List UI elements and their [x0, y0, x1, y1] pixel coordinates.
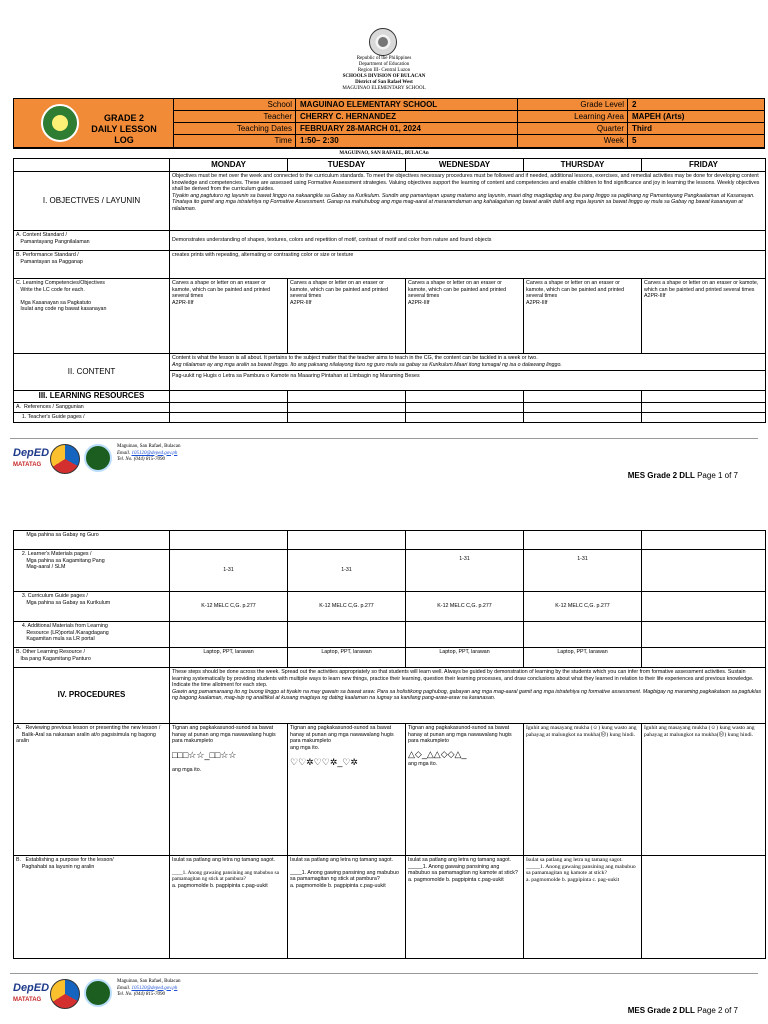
- day-corner: [14, 159, 170, 172]
- learners-material-label: [14, 550, 170, 592]
- school-address-subheader: MAGUINAO, SAN RAFAEL, BULACAn: [339, 151, 429, 156]
- row-label-fil: Mga pahina sa Gabay sa Kurikulum: [26, 599, 111, 606]
- learners-pages-tuesday: 1-31: [288, 550, 406, 592]
- day-header-monday: MONDAY: [170, 159, 288, 172]
- objectives-text-en: Objectives must be met over the week and connected to the curriculum standards. To meet the objectives necessary procedures must be followed and if needed, additional lessons, exercises, and remedial activities may be done for developing content knowledge and competencies. These are assessed using Formative Assessment strategies. Valuing objectives support the learning of content and competencies and enable children to find significance and joy in learning the lessons. Weekly objectives shall be derived from the curriculum guides.: [172, 173, 760, 193]
- page-count: Page 1 of 7: [697, 471, 738, 480]
- objectives-text-fil: Tiyakin ang pagtuturo ng layunin sa bawat linggo na nakaangkla sa Gabay sa Kurikulum. Sundin ang pamantayan upang matamo ang layunin, maari ding magdagdag ang iba pang linggo sa paglinang ng Pamantayang Pangkaalaman at Kasanayan. Tinataya ito gamit ang mga istratehiya ng Formative Assessment. Ganap na mahuhubog ang mga mag-aaral at mararamdaman ang kahalagahan ng bawat aralin dahil ang mga layunin sa bawat linggo ay mula sa Gabay ng bawat kasanayan at nilalaman.: [172, 192, 755, 212]
- letterhead-line: Department of Education: [358, 62, 410, 67]
- row-label-fil: Mga pahina sa Kagamitang Pang: [26, 557, 105, 564]
- row-label: 4. Additional Materials from Learning: [21, 623, 108, 629]
- tel-line: Tel. No. (044) 815-7090: [117, 457, 166, 462]
- row-label: Write the LC code for each.: [20, 286, 85, 293]
- objectives-text: [170, 172, 766, 231]
- page-2: [0, 510, 768, 1024]
- letterhead: [280, 56, 488, 92]
- bagong-pilipinas-icon: [50, 444, 80, 474]
- row-letter: B.: [16, 857, 22, 863]
- procedure-prompt-end: ang mga ito.: [172, 766, 202, 773]
- procedure-b-label: [14, 856, 170, 959]
- melc-monday: K-12 MELC C,G. p.277: [170, 592, 288, 622]
- content-topic: Pag-uukit ng Hugis o Letra sa Pambura o Kamote na Maaaring Pintahan at Limbagin ng Maraming Beses: [170, 370, 765, 380]
- address-line: Maguinao, San Rafael, Bulacan: [117, 444, 181, 449]
- learning-area-value: MAPEH (Arts): [632, 112, 685, 121]
- letterhead-line: SCHOOLS DIVISION OF BULACAN: [342, 74, 426, 79]
- procedures-heading: IV. PROCEDURES: [14, 668, 170, 724]
- deped-logo: DepED: [13, 447, 50, 459]
- competency-monday: [170, 279, 288, 354]
- row-label: Content Standard /: [22, 232, 67, 238]
- page-number: [628, 471, 738, 481]
- row-label: References / Sanggunian: [23, 404, 84, 410]
- other-resources-thursday: Laptop, PPT, larawan: [524, 648, 642, 668]
- row-label: 1. Teacher's Guide pages /: [21, 414, 85, 420]
- address-line: Maguinao, San Rafael, Bulacan: [117, 979, 181, 984]
- competency-text: Carves a shape or letter on an eraser or kamote, which can be painted and printed several times: [408, 280, 507, 300]
- row-label-fil: Paghahabi sa layunin ng aralin: [21, 863, 95, 870]
- other-resources-monday: Laptop, PPT, larawan: [170, 648, 288, 668]
- row-label: Performance Standard /: [22, 252, 79, 258]
- row-label-fil: Mga pahina sa Gabay ng Guro: [26, 532, 99, 538]
- melc-wednesday: K-12 MELC C,G. p.277: [406, 592, 524, 622]
- page-1: [0, 0, 768, 500]
- procedures-text: [170, 668, 766, 724]
- melc-thursday: K-12 MELC C,G. p.277: [524, 592, 642, 622]
- procedure-question: _____1. Anong gawaing pansining ang mabubuo sa pamamagitan ng kamote at stick?: [526, 863, 636, 877]
- dates-value: FEBRUARY 28-MARCH 01, 2024: [300, 124, 421, 133]
- row-label-fil: Isulat ang code ng bawat kasanayan: [20, 306, 107, 313]
- footer-address: [117, 979, 180, 999]
- teacher-label: Teacher: [263, 112, 292, 121]
- competency-thursday: [524, 279, 642, 354]
- procedure-a-thursday: Iguhit ang masayang mukha (☺) kung wasto ang pahayag at malungkot na mukha(☹) kung hindi.: [524, 724, 642, 856]
- competency-code: A2PR-IIIf: [408, 299, 430, 306]
- competency-friday: [642, 279, 766, 354]
- learners-pages-monday: 1-31: [170, 550, 288, 592]
- procedure-choices: a. pagmomolde b. pagpipinta c.pag-uukit: [290, 882, 386, 889]
- dll-table-page2: [13, 530, 766, 959]
- teachers-guide-label: [14, 413, 170, 423]
- bagong-pilipinas-icon: [50, 979, 80, 1009]
- row-label: 2. Learner's Materials pages /: [21, 551, 92, 557]
- procedure-a-friday: Iguhit ang masayang mukha (☺) kung wasto ang pahayag at malungkot na mukha(☹) kung hindi.: [642, 724, 766, 856]
- procedure-b-thursday: [524, 856, 642, 959]
- footer-address: [117, 444, 180, 464]
- procedure-prompt-end: ang mga ito.: [290, 744, 320, 751]
- grade-level-label: Grade Level: [580, 100, 624, 109]
- page-footer: [0, 438, 768, 486]
- day-header-thursday: THURSDAY: [524, 159, 642, 172]
- email-link[interactable]: 105120@deped.gov.ph: [131, 450, 178, 456]
- letterhead-line: Region III- Central Luzon: [357, 68, 411, 73]
- dates-label: Teaching Dates: [236, 124, 292, 133]
- content-heading: II. CONTENT: [14, 354, 170, 391]
- teachers-guide-label-cont: [14, 531, 170, 550]
- row-label-fil: Iba pang Kagamitang Panturo: [20, 655, 91, 662]
- day-header-tuesday: TUESDAY: [288, 159, 406, 172]
- content-text: [170, 354, 766, 391]
- matatag-logo: MATATAG: [13, 462, 42, 468]
- email-label: Email.: [117, 450, 132, 456]
- row-letter: A.: [16, 725, 22, 731]
- content-standard-label: [14, 231, 170, 251]
- doc-label: MES Grade 2 DLL: [627, 1006, 695, 1015]
- other-resources-label: [14, 648, 170, 668]
- log-title: DAILY LESSON LOG: [91, 124, 157, 145]
- other-resources-wednesday: Laptop, PPT, larawan: [406, 648, 524, 668]
- resources-heading: III. LEARNING RESOURCES: [14, 391, 170, 403]
- procedure-a-wednesday: [406, 724, 524, 856]
- row-letter: A.: [16, 232, 22, 238]
- procedure-a-tuesday: [288, 724, 406, 856]
- procedure-instruction: Isulat sa patlang ang letra ng tamang sagot.: [526, 857, 623, 863]
- matatag-logo: MATATAG: [13, 997, 42, 1003]
- row-label-fil: Kagamitan mula sa LR portal: [26, 636, 95, 643]
- procedures-text-en: These steps should be done across the week. Spread out the activities appropriately so that students will learn well. Always be guided by demonstration of learning by the students which you can infer from formative assessment activities. Sustain learning systematically by providing students with multiple ways to learn new things, practice their learning, question their learning processes, and draw conclusions about what they learned in relation to their life experiences and previous knowledge. Indicate the time allotment for each step.: [172, 669, 754, 689]
- grade-label: GRADE 2: [103, 113, 144, 123]
- competency-code: A2PR-IIIf: [644, 293, 666, 300]
- row-label: Resource (LR)portal /Karagdagang: [26, 629, 109, 636]
- letterhead-line: MAGUINAO ELEMENTARY SCHOOL: [342, 86, 426, 91]
- letterhead-line: District of San Rafael West: [355, 80, 413, 85]
- deped-logo: DepED: [13, 982, 50, 994]
- row-label-fil: Pamantayan sa Pagganap: [20, 258, 83, 265]
- procedure-a-monday: [170, 724, 288, 856]
- page-footer: [0, 973, 768, 1021]
- row-label: Reviewing previous lesson or presenting the new lesson /: [25, 725, 161, 731]
- other-resources-tuesday: Laptop, PPT, larawan: [288, 648, 406, 668]
- procedure-choices: a. pagmomolde b. pagpipinta c. pag-uukit: [526, 876, 620, 883]
- procedure-b-tuesday: [288, 856, 406, 959]
- dll-table-page1: [13, 158, 766, 423]
- doc-label: MES Grade 2 DLL: [627, 471, 695, 480]
- learners-pages-wednesday: 1-31: [406, 550, 524, 592]
- melc-tuesday: K-12 MELC C,G. p.277: [288, 592, 406, 622]
- teacher-value: CHERRY C. HERNANDEZ: [300, 112, 397, 121]
- school-seal-icon: [84, 444, 112, 472]
- procedure-question: _____1. Anong gawaing pansining ang mabubuo sa pamamagitan ng kamote at stick?: [408, 863, 518, 877]
- row-label-fil: Mag-aaral / SLM: [26, 564, 66, 571]
- page-count: Page 2 of 7: [697, 1006, 738, 1015]
- competency-wednesday: [406, 279, 524, 354]
- deped-seal-icon: [369, 28, 397, 56]
- procedure-prompt: Tignan ang pagkakasunod-sunod sa bawat hanay at punan ang mga nawawalang hugis para makumpleto: [290, 725, 394, 745]
- email-link[interactable]: 105120@deped.gov.ph: [131, 985, 178, 991]
- shape-pattern: □□□☆☆_□□☆☆: [172, 749, 237, 760]
- row-letter: B.: [16, 649, 22, 655]
- day-header-wednesday: WEDNESDAY: [406, 159, 524, 172]
- procedures-text-fil: Gawin ang pamamaraang ito ng buong linggo at tiyakin na may gawain sa bawat araw. Para sa holistikong paghubog, gabayan ang mga mag-aaral gamit ang mga istratehiya ng formative assessment. Magbigay ng maraming pagkakataon sa pagtuklas ng bagong kaalaman, mag-isip ng analitikal at kusang magtaya ng dating kaalaman na iugnay sa kanilang pang-araw-araw na karanasan.: [172, 688, 762, 702]
- competency-text: Carves a shape or letter on an eraser or kamote, which can be painted and printed several times: [172, 280, 271, 300]
- time-label: Time: [274, 136, 292, 145]
- learners-pages-thursday: 1-31: [524, 550, 642, 592]
- content-standard-text: Demonstrates understanding of shapes, textures, colors and repetition of motif, contrast of motif and color from nature and found objects: [170, 231, 766, 251]
- competency-code: A2PR-IIIf: [172, 299, 194, 306]
- time-value: 1:50– 2:30: [300, 136, 339, 145]
- procedure-b-wednesday: [406, 856, 524, 959]
- competency-code: A2PR-IIIf: [290, 299, 312, 306]
- procedure-instruction: Isulat sa patlang ang letra ng tamang sagot.: [172, 857, 276, 863]
- content-text-fil: Ang nilalaman ay ang mga aralin sa bawat linggo. Ito ang paksang nilalayong ituro ng guro mula sa gabay sa Kurikulum.Maari itong tumagal ng isa o dalawang linggo.: [172, 361, 562, 368]
- row-label-fil: Mga Kasanayan sa Pagkatuto: [20, 299, 92, 306]
- objectives-heading: I. OBJECTIVES / LAYUNIN: [14, 172, 170, 231]
- performance-standard-label: [14, 251, 170, 279]
- performance-standard-text: creates prints with repeating, alternating or contrasting color or size or texture: [170, 251, 766, 279]
- row-letter: A.: [16, 404, 22, 410]
- procedure-prompt: Tignan ang pagkakasunod-sunod sa bawat hanay at punan ang mga nawawalang hugis para makumpleto: [172, 725, 276, 745]
- procedure-question: ____1. Anong gawaing pansining ang mabubuo sa pamamagitan ng stick at pambura?: [172, 869, 279, 883]
- competency-text: Carves a shape or letter on an eraser or kamote, which can be painted and printed several times: [290, 280, 389, 300]
- page-number: [628, 1006, 738, 1016]
- shape-pattern: △◇_△△◇◇△_: [408, 748, 467, 759]
- week-label: Week: [603, 136, 624, 145]
- quarter-label: Quarter: [596, 124, 624, 133]
- learning-area-label: Learning Area: [574, 112, 624, 121]
- quarter-value: Third: [632, 124, 652, 133]
- tel-line: Tel. No. (044) 815-7090: [117, 992, 166, 997]
- content-text-en: Content is what the lesson is all about. It pertains to the subject matter that the teacher aims to teach in the CG, the content can be tackled in a week or two.: [172, 355, 538, 361]
- row-label: Learning Competencies/Objectives: [22, 280, 105, 286]
- email-label: Email.: [117, 985, 132, 991]
- row-label-fil: Pamantayang Pangnilalaman: [20, 238, 90, 245]
- procedure-prompt: Tignan ang pagkakasunod-sunod sa bawat hanay at punan ang mga nawawalang hugis para makumpleto: [408, 725, 512, 745]
- grade-title: [84, 113, 164, 146]
- row-letter: B.: [16, 252, 22, 258]
- competency-text: Carves a shape or letter on an eraser or kamote, which can be painted and printed several times: [644, 280, 759, 293]
- row-label: Other Learning Resource /: [22, 649, 85, 655]
- competency-code: A2PR-IIIf: [526, 299, 548, 306]
- day-header-friday: FRIDAY: [642, 159, 766, 172]
- procedure-question: ____1. Anong gawing pansining ang mabubuo sa pamamagitan ng stick at pambura?: [290, 869, 399, 883]
- school-label: School: [267, 100, 292, 109]
- dll-header-band: [13, 98, 765, 149]
- shape-pattern: ♡♡✲♡♡✲_♡✲: [290, 757, 358, 768]
- procedure-instruction: Isulat sa patlang ang letra ng tamang sagot.: [408, 857, 512, 863]
- row-label-fil: Balik-Aral sa nakaraan aralin at/o pagsisimula ng bagong aralin: [16, 731, 156, 745]
- letterhead-line: Republic of the Philippines: [356, 56, 412, 61]
- grade-level-value: 2: [632, 100, 637, 109]
- procedure-b-monday: [170, 856, 288, 959]
- row-letter: C.: [16, 280, 22, 286]
- competency-text: Carves a shape or letter on an eraser or kamote, which can be painted and printed several times: [526, 280, 625, 300]
- row-label: Establishing a purpose for the lesson/: [25, 857, 114, 863]
- curriculum-guide-label: [14, 592, 170, 622]
- procedure-prompt-end: ang mga ito.: [408, 760, 438, 767]
- procedure-choices: a. pagmomolde b. pagpipinta c.pag-uukit: [172, 882, 268, 889]
- school-logo-icon: [41, 104, 79, 142]
- week-value: 5: [632, 136, 637, 145]
- school-seal-icon: [84, 979, 112, 1007]
- competencies-label: [14, 279, 170, 354]
- school-value: MAGUINAO ELEMENTARY SCHOOL: [300, 100, 438, 109]
- competency-tuesday: [288, 279, 406, 354]
- procedure-a-label: [14, 724, 170, 856]
- procedure-choices: a. pagmomolde b. pagpipinta c.pag-uukit: [408, 876, 504, 883]
- row-label: 3. Curriculum Guide pages /: [21, 593, 88, 599]
- additional-materials-label: [14, 622, 170, 648]
- procedure-instruction: Isulat sa patlang ang letra ng tamang sagot.: [290, 857, 394, 863]
- references-label: [14, 403, 170, 413]
